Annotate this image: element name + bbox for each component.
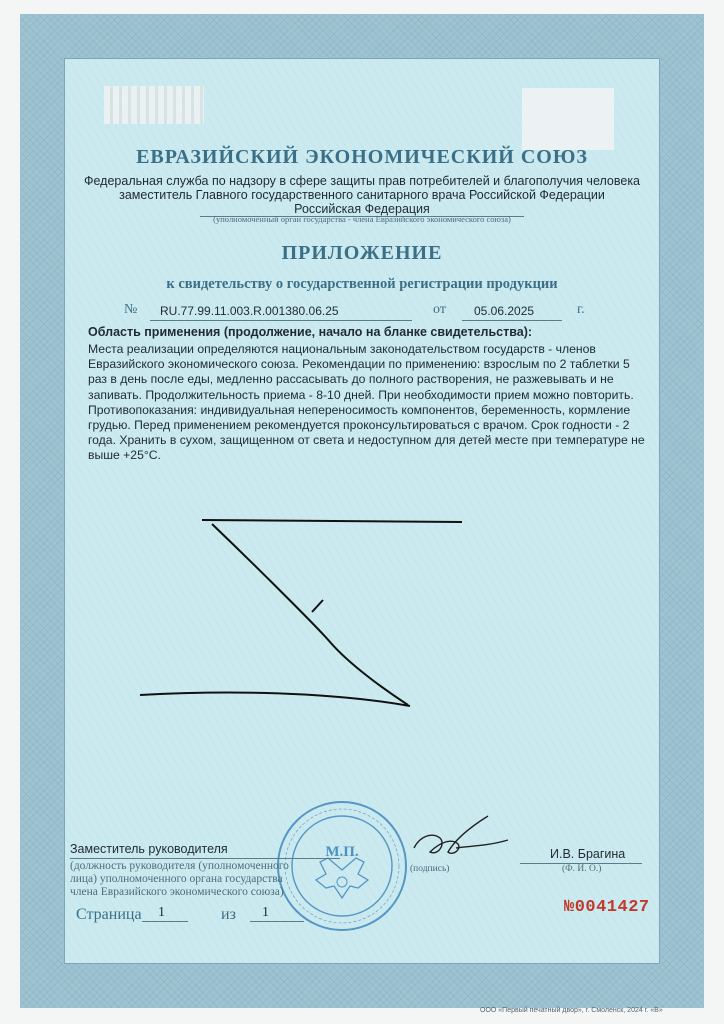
- agency-line: заместитель Главного государственного санитарного врача Российской Федерации: [119, 188, 605, 202]
- page-current-rule: [142, 921, 188, 922]
- certificate-number: RU.77.99.11.003.R.001380.06.25: [160, 304, 339, 318]
- body-line: Противопоказания: индивидуальная непереносимость компонентов, беременность, кормление: [88, 402, 631, 417]
- official-name: И.В. Брагина: [550, 847, 626, 861]
- signatory-position: Заместитель руководителя: [70, 842, 228, 856]
- position-rule: [70, 858, 340, 859]
- printer-note: ООО «Первый печатный двор», г. Смоленск, 2024 г. «В»: [480, 1007, 663, 1014]
- number-label: №: [124, 302, 138, 317]
- body-line: грудью. Перед применением рекомендуется проконсультироваться с врачом. Срок годности - 2: [88, 418, 630, 433]
- position-caption-line: лица) уполномоченного органа государства: [70, 873, 283, 885]
- serial-number: №0041427: [564, 898, 650, 917]
- scope-heading: Область применения (продолжение, начало на бланке свидетельства):: [88, 325, 533, 339]
- body-line: выше +25°C.: [88, 448, 161, 463]
- body-line: Места реализации определяются национальным законодательством государств - членов: [88, 342, 596, 356]
- name-caption: (Ф. И. О.): [562, 864, 602, 874]
- agency-line: Федеральная служба по надзору в сфере защиты прав потребителей и благополучия человека: [83, 174, 641, 188]
- body-line: раз в день после еды, медленно рассасывать до полного растворения, не разжевывать и не: [88, 372, 614, 387]
- agency-note: (уполномоченный орган государства - члена Евразийского экономического союза): [213, 214, 511, 224]
- document-subtitle: к свидетельству о государственной регистрации продукции: [166, 276, 558, 292]
- position-caption: [70, 860, 340, 899]
- position-caption-line: члена Евразийского экономического союза): [70, 886, 284, 898]
- signature-caption: (подпись): [410, 864, 450, 874]
- body-line: Евразийского экономического союза. Рекомендации по применению: взрослым по 2 таблетки 5: [88, 357, 630, 372]
- agency-line: Российская Федерация: [294, 202, 430, 216]
- page-label: Страница: [76, 906, 142, 923]
- date-label: от: [433, 302, 446, 317]
- year-suffix: г.: [577, 302, 585, 317]
- certificate-date: 05.06.2025: [474, 304, 535, 318]
- strikeout-z-mark: [140, 520, 462, 706]
- page-current: 1: [158, 905, 165, 920]
- page-of-label: из: [221, 906, 236, 923]
- union-title: ЕВРАЗИЙСКИЙ ЭКОНОМИЧЕСКИЙ СОЮЗ: [136, 146, 588, 168]
- page-total: 1: [262, 905, 269, 920]
- body-line: года. Хранить в сухом, защищенном от света и недоступном для детей месте при температуре не: [88, 433, 645, 448]
- position-caption-line: (должность руководителя (уполномоченного: [70, 860, 289, 872]
- seal-text: М.П.: [325, 844, 359, 860]
- body-line: запивать. Продолжительность приема - 8-10 дней. При необходимости прием можно повторить.: [88, 387, 634, 402]
- document-title: ПРИЛОЖЕНИЕ: [281, 242, 443, 264]
- page-total-rule: [250, 921, 304, 922]
- handwritten-signature: [414, 816, 508, 853]
